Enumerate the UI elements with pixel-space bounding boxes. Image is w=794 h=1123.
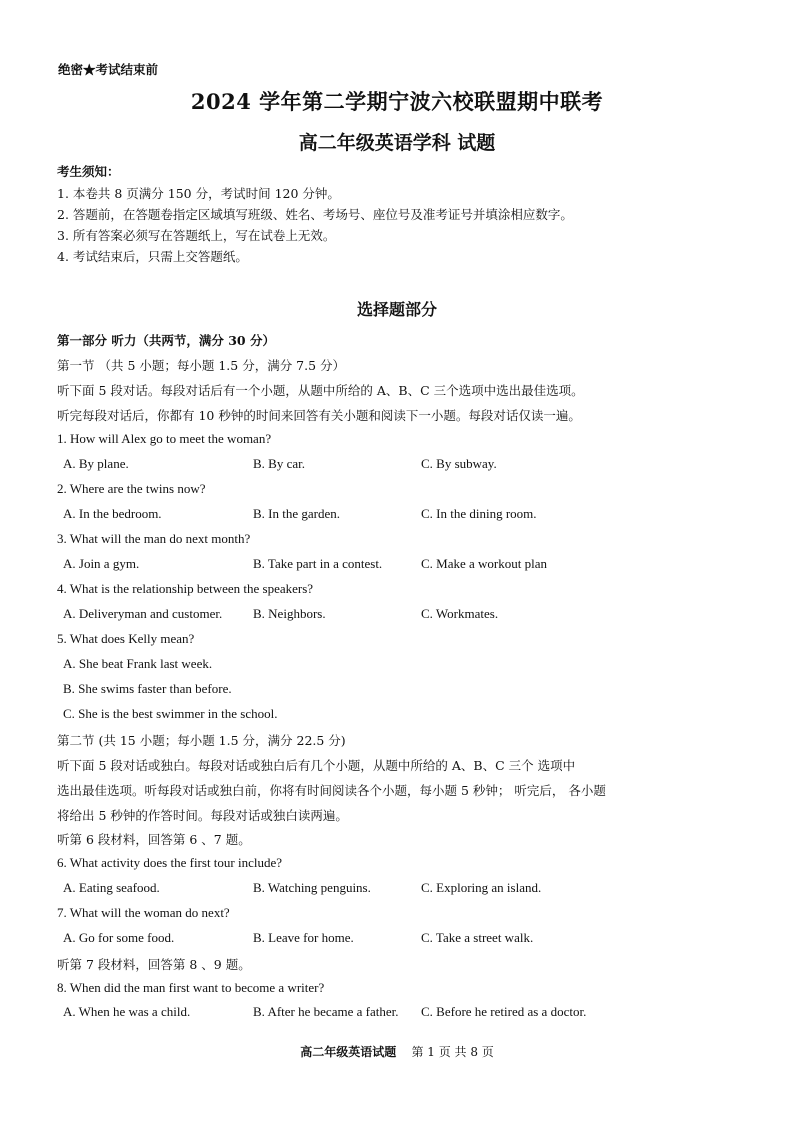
passage-7-instruction: 听第 7 段材料，回答第 8 、9 题。: [57, 957, 251, 972]
question-5-option-c: C. She is the best swimmer in the school.: [63, 706, 278, 721]
notice-item-1: 1. 本卷共 8 页满分 150 分，考试时间 120 分钟。: [57, 186, 340, 201]
notice-item-2: 2. 答题前，在答题卷指定区域填写班级、姓名、考场号、座位号及准考证号并填涂相应数字。: [57, 207, 573, 222]
subsection1-instruction-2: 听完每段对话后，你都有 10 秒钟的时间来回答有关小题和阅读下一小题。每段对话仅读一遍。: [57, 408, 581, 423]
question-2-option-a: A. In the bedroom.: [63, 506, 162, 521]
question-7-option-a: A. Go for some food.: [63, 930, 175, 945]
question-5-option-a: A. She beat Frank last week.: [63, 656, 213, 671]
question-2-option-c: C. In the dining room.: [421, 506, 537, 521]
page-footer: [0, 1043, 794, 1060]
question-4-option-c: C. Workmates.: [421, 606, 499, 621]
question-1: 1. How will Alex go to meet the woman?: [57, 431, 272, 446]
footer-title: 高二年级英语试题: [300, 1045, 397, 1059]
section-title: 选择题部分: [356, 300, 437, 319]
part1-heading: 第一部分 听力（共两节，满分 30 分）: [57, 333, 275, 348]
secret-label: 绝密★考试结束前: [58, 62, 159, 77]
notice-item-3: 3. 所有答案必须写在答题纸上，写在试卷上无效。: [57, 228, 336, 243]
question-3: 3. What will the man do next month?: [57, 531, 251, 546]
exam-subtitle: 高二年级英语学科 试题: [298, 132, 496, 154]
question-3-option-c: C. Make a workout plan: [421, 556, 548, 571]
subsection1-instruction-1: 听下面 5 段对话。每段对话后有一个小题，从题中所给的 A、B、C 三个选项中选出最佳选项。: [57, 383, 584, 398]
question-4-option-b: B. Neighbors.: [253, 606, 326, 621]
question-4-option-a: A. Deliveryman and customer.: [63, 606, 223, 621]
exam-title: 2024 学年第二学期宁波六校联盟期中联考: [190, 89, 604, 114]
question-7-option-b: B. Leave for home.: [253, 930, 354, 945]
question-7: 7. What will the woman do next?: [57, 905, 230, 920]
question-5-option-b: B. She swims faster than before.: [63, 681, 232, 696]
question-6-option-a: A. Eating seafood.: [63, 880, 160, 895]
notice-item-4: 4. 考试结束后，只需上交答题纸。: [57, 249, 248, 264]
question-6-option-b: B. Watching penguins.: [253, 880, 371, 895]
question-6-option-c: C. Exploring an island.: [421, 880, 542, 895]
notice-heading: 考生须知：: [57, 164, 120, 179]
subsection2-instruction-2: 选出最佳选项。听每段对话或独白前，你将有时间阅读各个小题，每小题 5 秒钟； 听完后， 各小题: [57, 783, 606, 798]
question-8-option-c: C. Before he retired as a doctor.: [421, 1004, 587, 1019]
question-8-option-a: A. When he was a child.: [63, 1004, 191, 1019]
question-1-option-c: C. By subway.: [421, 456, 497, 471]
passage-6-instruction: 听第 6 段材料，回答第 6 、7 题。: [57, 832, 251, 847]
question-8: 8. When did the man first want to become a writer?: [57, 980, 325, 995]
subsection2-instruction-3: 将给出 5 秒钟的作答时间。每段对话或独白读两遍。: [57, 808, 348, 823]
question-5: 5. What does Kelly mean?: [57, 631, 195, 646]
question-1-option-a: A. By plane.: [63, 456, 129, 471]
subsection2-instruction-1: 听下面 5 段对话或独白。每段对话或独白后有几个小题，从题中所给的 A、B、C 三个 选项中: [57, 758, 576, 773]
question-4: 4. What is the relationship between the speakers?: [57, 581, 314, 596]
question-1-option-b: B. By car.: [253, 456, 305, 471]
question-8-option-b: B. After he became a father.: [253, 1004, 399, 1019]
footer-page-number: 第 1 页 共 8 页: [411, 1045, 494, 1059]
question-2-option-b: B. In the garden.: [253, 506, 341, 521]
subsection1-heading: 第一节 （共 5 小题；每小题 1.5 分，满分 7.5 分）: [57, 358, 346, 373]
question-3-option-b: B. Take part in a contest.: [253, 556, 383, 571]
question-7-option-c: C. Take a street walk.: [421, 930, 534, 945]
question-6: 6. What activity does the first tour include?: [57, 855, 283, 870]
question-3-option-a: A. Join a gym.: [63, 556, 140, 571]
question-2: 2. Where are the twins now?: [57, 481, 206, 496]
subsection2-heading: 第二节 (共 15 小题；每小题 1.5 分，满分 22.5 分): [57, 733, 346, 748]
